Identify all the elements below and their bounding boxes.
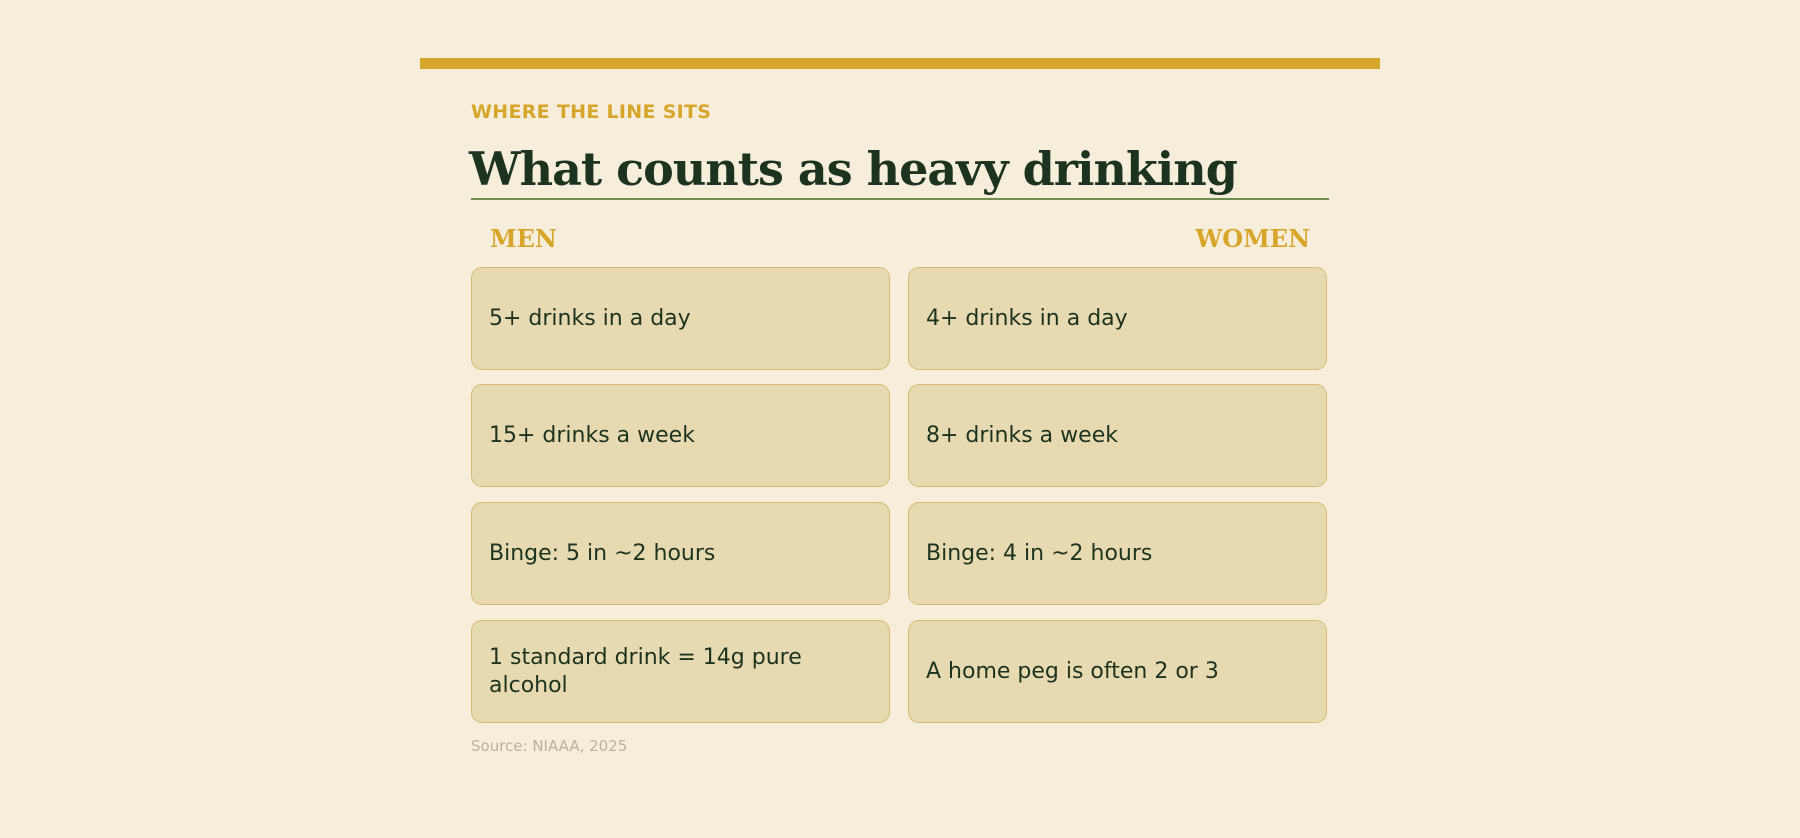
card-text: 4+ drinks in a day — [926, 305, 1128, 331]
women-card-binge — [908, 502, 1327, 605]
men-card-standard-drink — [471, 620, 890, 723]
women-card-home-peg — [908, 620, 1327, 723]
card-text: Binge: 4 in ~2 hours — [926, 540, 1153, 566]
women-card-daily-limit — [908, 267, 1327, 370]
men-card-daily-limit — [471, 267, 890, 370]
card-text: 1 standard drink = 14g pure alcohol — [489, 644, 802, 698]
eyebrow-label: WHERE THE LINE SITS — [471, 101, 712, 123]
women-column-header: WOMEN — [1195, 224, 1310, 253]
card-text: 15+ drinks a week — [489, 422, 695, 448]
card-text: Binge: 5 in ~2 hours — [489, 540, 716, 566]
men-card-binge — [471, 502, 890, 605]
card-text: 5+ drinks in a day — [489, 305, 691, 331]
men-card-weekly-limit — [471, 384, 890, 487]
page-title: What counts as heavy drinking — [469, 142, 1237, 196]
women-card-weekly-limit — [908, 384, 1327, 487]
men-column-header: MEN — [490, 224, 557, 253]
top-accent-bar — [420, 58, 1380, 69]
card-text: A home peg is often 2 or 3 — [926, 658, 1219, 684]
card-text: 8+ drinks a week — [926, 422, 1118, 448]
title-divider — [471, 198, 1329, 200]
source-note: Source: NIAAA, 2025 — [471, 737, 628, 755]
